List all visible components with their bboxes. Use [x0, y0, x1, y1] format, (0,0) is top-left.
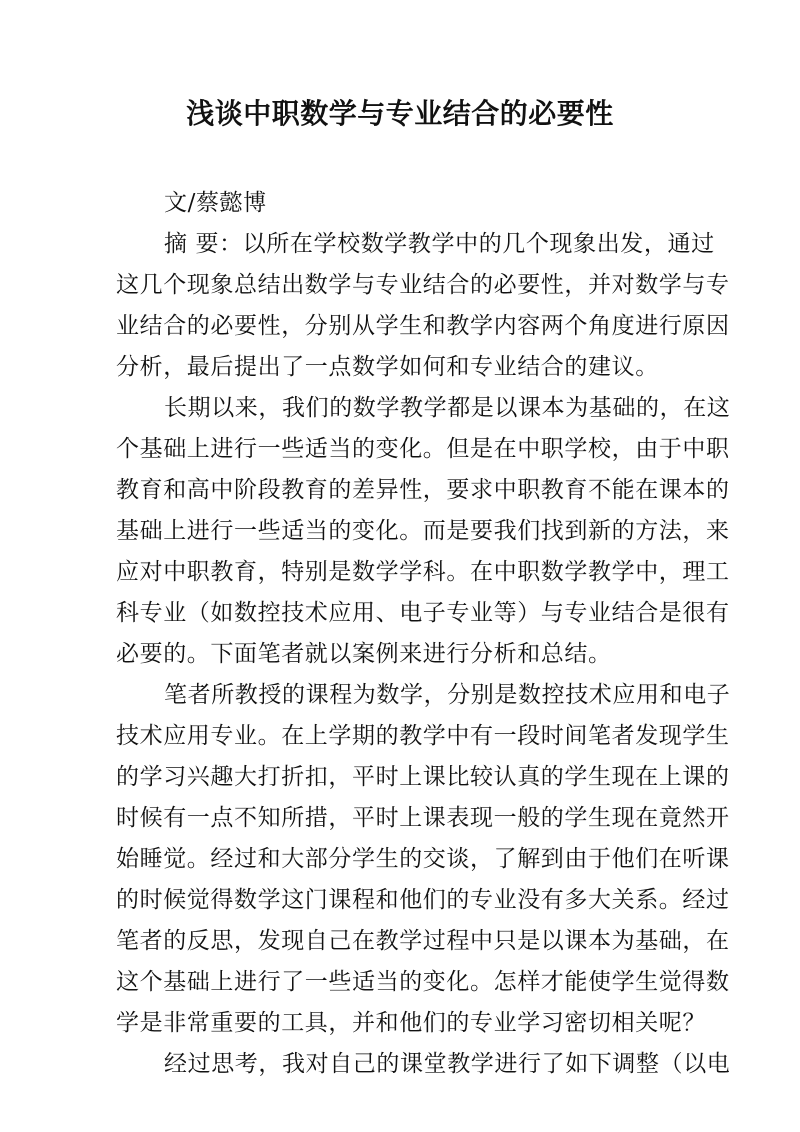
paragraph-1-line-2: 个基础上进行一些适当的变化。但是在中职学校，由于中职 — [116, 436, 730, 462]
paragraph-1-line-3: 教育和高中阶段教育的差异性，要求中职教育不能在课本的 — [116, 477, 730, 503]
paragraph-2-line-1: 笔者所教授的课程为数学，分别是数控技术应用和电子 — [164, 682, 731, 708]
abstract-line-1: 摘 要：以所在学校数学教学中的几个现象出发，通过 — [164, 231, 715, 257]
paragraph-2-line-6: 的时候觉得数学这门课程和他们的专业没有多大关系。经过 — [116, 887, 730, 913]
paragraph-1-line-1: 长期以来，我们的数学教学都是以课本为基础的，在这 — [164, 395, 731, 421]
paragraph-2-line-8: 这个基础上进行了一些适当的变化。怎样才能使学生觉得数 — [116, 969, 730, 995]
paragraph-1-line-5: 应对中职教育，特别是数学学科。在中职数学教学中，理工 — [116, 559, 730, 585]
paragraph-2-line-2: 技术应用专业。在上学期的教学中有一段时间笔者发现学生 — [116, 723, 730, 749]
abstract-line-4: 分析，最后提出了一点数学如何和专业结合的建议。 — [116, 354, 659, 380]
document-title: 浅谈中职数学与专业结合的必要性 — [186, 97, 614, 130]
abstract-line-2: 这几个现象总结出数学与专业结合的必要性，并对数学与专 — [116, 272, 730, 298]
paragraph-2-line-5: 始睡觉。经过和大部分学生的交谈，了解到由于他们在听课 — [116, 846, 730, 872]
paragraph-1-line-7: 必要的。下面笔者就以案例来进行分析和总结。 — [116, 641, 612, 667]
author-line: 文/蔡懿博 — [164, 190, 267, 216]
paragraph-1-line-4: 基础上进行一些适当的变化。而是要我们找到新的方法，来 — [116, 518, 730, 544]
paragraph-2-line-3: 的学习兴趣大打折扣，平时上课比较认真的学生现在上课的 — [116, 764, 730, 790]
paragraph-1-line-6: 科专业（如数控技术应用、电子专业等）与专业结合是很有 — [116, 600, 730, 626]
abstract-line-3: 业结合的必要性，分别从学生和教学内容两个角度进行原因 — [116, 313, 730, 339]
paragraph-2-line-4: 时候有一点不知所措，平时上课表现一般的学生现在竟然开 — [116, 805, 730, 831]
paragraph-2-line-7: 笔者的反思，发现自己在教学过程中只是以课本为基础，在 — [116, 928, 730, 954]
paragraph-2-line-9: 学是非常重要的工具，并和他们的专业学习密切相关呢？ — [116, 1010, 706, 1036]
paragraph-3-line-1: 经过思考，我对自己的课堂教学进行了如下调整（以电 — [164, 1051, 731, 1077]
